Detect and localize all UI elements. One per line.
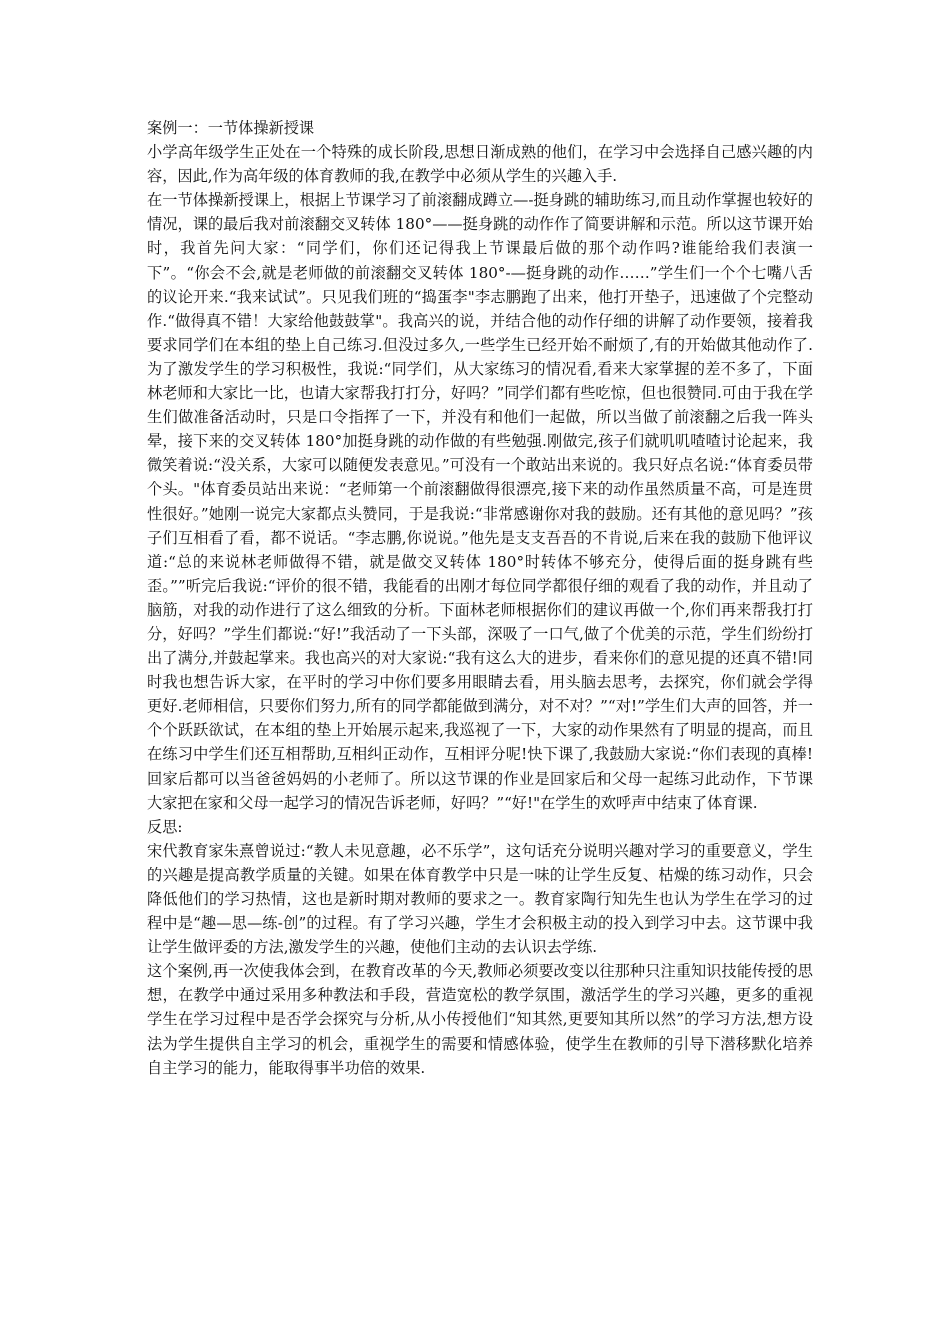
paragraph-case-narrative: 在一节体操新授课上，根据上节课学习了前滚翻成蹲立—-挺身跳的辅助练习,而且动作掌握也较好的情况，课的最后我对前滚翻交叉转体 180°——挺身跳的动作作了简要讲解和示范。所以这节课开始时，我首先问大家：“同学们，你们还记得我上节课最后做的那个动作吗?谁能给我们表演一下”。“你会不会,就是老师做的前滚翻交叉转体 180°-—挺身跳的动作……”学生们一个个七嘴八舌的议论开来.“我来试试”。只见我们班的“捣蛋李"李志鹏跑了出来，他打开垫子，迅速做了个完整动作.“做得真不错！大家给他鼓鼓掌"。我高兴的说，并结合他的动作仔细的讲解了动作要领，接着我要求同学们在本组的垫上自己练习.但没过多久,一些学生已经开始不耐烦了,有的开始做其他动作了.为了激发学生的学习积极性，我说:“同学们，从大家练习的情况看,看来大家掌握的差不多了，下面林老师和大家比一比，也请大家帮我打打分，好吗？”同学们都有些吃惊，但也很赞同.可由于我在学生们做准备活动时，只是口令指挥了一下，并没有和他们一起做，所以当做了前滚翻之后我一阵头晕，接下来的交叉转体 180°加挺身跳的动作做的有些勉强.刚做完,孩子们就叽叽喳喳讨论起来，我微笑着说:“没关系，大家可以随便发表意见。”可没有一个敢站出来说的。我只好点名说:“体育委员带个头。"体育委员站出来说：“老师第一个前滚翻做得很漂亮,接下来的动作虽然质量不高，可是连贯性很好。”她刚一说完大家都点头赞同，于是我说:“非常感谢你对我的鼓励。还有其他的意见吗？”孩子们互相看了看，都不说话。“李志鹏,你说说。”他先是支支吾吾的不肯说,后来在我的鼓励下他评议道:“总的来说林老师做得不错，就是做交叉转体 180°时转体不够充分，使得后面的挺身跳有些歪。””听完后我说:“评价的很不错，我能看的出刚才每位同学都很仔细的观看了我的动作，并且动了脑筋，对我的动作进行了这么细致的分析。下面林老师根据你们的建议再做一个,你们再来帮我打打分，好吗？”学生们都说:“好!”我活动了一下头部，深吸了一口气,做了个优美的示范，学生们纷纷打出了满分,并鼓起掌来。我也高兴的对大家说:“我有这么大的进步，看来你们的意见提的还真不错!同时我也想告诉大家，在平时的学习中你们要多用眼睛去看，用头脑去思考，去探究，你们就会学得更好.老师相信，只要你们努力,所有的同学都能做到满分，对不对？”“对!”学生们大声的回答，并一个个跃跃欲试，在本组的垫上开始展示起来,我巡视了一下，大家的动作果然有了明显的提高，而且在练习中学生们还互相帮助,互相纠正动作，互相评分呢!快下课了,我鼓励大家说:“你们表现的真棒!回家后都可以当爸爸妈妈的小老师了。所以这节课的作业是回家后和父母一起练习此动作，下节课大家把在家和父母一起学习的情况告诉老师，好吗？”“好!"在学生的欢呼声中结束了体育课. xyxy=(147,191,813,812)
document-page xyxy=(147,116,813,1080)
document-title: 案例一：一节体操新授课 xyxy=(147,119,315,137)
paragraph-intro: 小学高年级学生正处在一个特殊的成长阶段,思想日渐成熟的他们，在学习中会选择自己感兴趣的内容，因此,作为高年级的体育教师的我,在教学中必须从学生的兴趣入手. xyxy=(147,143,813,186)
paragraph-reflection: 宋代教育家朱熹曾说过:“教人未见意趣，必不乐学”，这句话充分说明兴趣对学习的重要意义，学生的兴趣是提高教学质量的关键。如果在体育教学中只是一味的让学生反复、枯燥的练习动作，只会降低他们的学习热情，这也是新时期对教师的要求之一。教育家陶行知先生也认为学生在学习的过程中是“趣—思—练-创”的过程。有了学习兴趣，学生才会积极主动的投入到学习中去。这节课中我让学生做评委的方法,激发学生的兴趣，使他们主动的去认识去学练. xyxy=(147,841,813,957)
reflection-heading: 反思: xyxy=(147,817,183,836)
paragraph-conclusion: 这个案例,再一次使我体会到，在教育改革的今天,教师必须要改变以往那种只注重知识技能传授的思想，在教学中通过采用多种教法和手段，营造宽松的教学氛围，激活学生的学习兴趣，更多的重视学生在学习过程中是否学会探究与分析,从小传授他们“知其然,更要知其所以然”的学习方法,想方设法为学生提供自主学习的机会，重视学生的需要和情感体验，使学生在教师的引导下潜移默化培养自主学习的能力，能取得事半功倍的效果. xyxy=(147,962,813,1077)
